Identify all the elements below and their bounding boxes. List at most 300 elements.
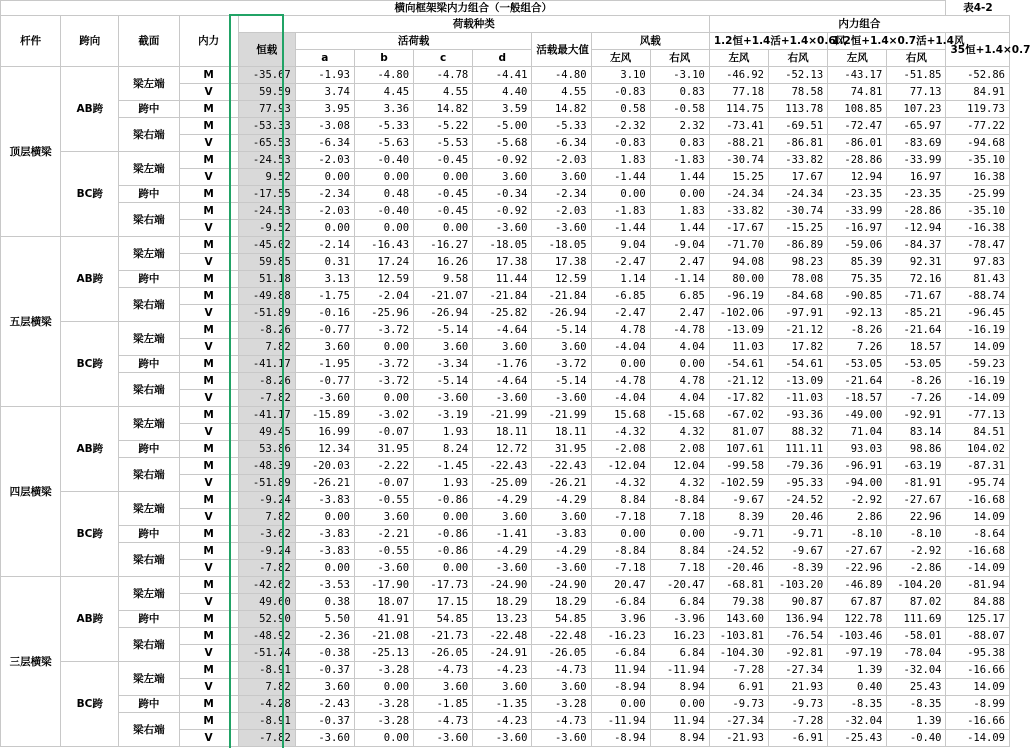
value-cell[interactable]: -18.05 [473,237,532,254]
value-cell[interactable]: -3.72 [354,322,413,339]
value-cell[interactable]: -7.28 [769,713,828,730]
value-cell[interactable]: 17.38 [473,254,532,271]
value-cell[interactable]: 7.82 [238,509,295,526]
force-cell[interactable]: V [179,305,238,322]
value-cell[interactable]: -16.38 [946,220,1010,237]
value-cell[interactable]: -1.83 [650,152,709,169]
value-cell[interactable]: -4.29 [532,492,591,509]
value-cell[interactable]: 125.17 [946,611,1010,628]
value-cell[interactable]: -24.34 [709,186,768,203]
value-cell[interactable]: 1.14 [591,271,650,288]
value-cell[interactable]: -6.34 [295,135,354,152]
value-cell[interactable]: -4.29 [532,543,591,560]
value-cell[interactable]: 8.84 [650,543,709,560]
value-cell[interactable]: -22.43 [473,458,532,475]
value-cell[interactable]: -0.07 [354,475,413,492]
value-cell[interactable]: -6.84 [591,594,650,611]
value-cell[interactable]: -0.86 [414,543,473,560]
value-cell[interactable]: 2.47 [650,305,709,322]
value-cell[interactable]: 136.94 [769,611,828,628]
value-cell[interactable]: -93.36 [769,407,828,424]
value-cell[interactable]: -17.73 [414,577,473,594]
value-cell[interactable]: -8.26 [238,322,295,339]
value-cell[interactable]: -94.68 [946,135,1010,152]
value-cell[interactable]: -21.84 [473,288,532,305]
value-cell[interactable]: -16.19 [946,373,1010,390]
value-cell[interactable]: -0.45 [414,186,473,203]
value-cell[interactable]: -30.74 [709,152,768,169]
value-cell[interactable]: 2.86 [828,509,887,526]
value-cell[interactable]: 3.36 [354,101,413,118]
value-cell[interactable]: -2.14 [295,237,354,254]
value-cell[interactable]: -102.06 [709,305,768,322]
value-cell[interactable]: -0.45 [414,203,473,220]
value-cell[interactable]: -2.34 [532,186,591,203]
value-cell[interactable]: -4.29 [473,492,532,509]
span-cell[interactable]: BC跨 [61,492,119,577]
value-cell[interactable]: -5.53 [414,135,473,152]
value-cell[interactable]: -5.14 [532,373,591,390]
value-cell[interactable]: 59.85 [238,254,295,271]
value-cell[interactable]: 31.95 [532,441,591,458]
value-cell[interactable]: -27.67 [828,543,887,560]
value-cell[interactable]: 98.86 [887,441,946,458]
value-cell[interactable]: -92.91 [887,407,946,424]
value-cell[interactable]: -21.93 [709,730,768,747]
value-cell[interactable]: -2.04 [354,288,413,305]
force-cell[interactable]: V [179,390,238,407]
value-cell[interactable]: 13.23 [473,611,532,628]
value-cell[interactable]: -83.69 [887,135,946,152]
value-cell[interactable]: -103.46 [828,628,887,645]
value-cell[interactable]: -21.12 [709,373,768,390]
value-cell[interactable]: 81.07 [709,424,768,441]
value-cell[interactable]: -24.52 [769,492,828,509]
value-cell[interactable]: -22.96 [828,560,887,577]
value-cell[interactable]: -3.60 [532,220,591,237]
value-cell[interactable]: 0.00 [354,679,413,696]
value-cell[interactable]: -54.61 [709,356,768,373]
value-cell[interactable]: 84.91 [946,84,1010,101]
section-cell[interactable]: 梁左端 [119,407,179,441]
span-cell[interactable]: AB跨 [61,67,119,152]
value-cell[interactable]: -0.45 [414,152,473,169]
value-cell[interactable]: -0.77 [295,373,354,390]
value-cell[interactable]: 0.00 [414,220,473,237]
section-cell[interactable]: 梁右端 [119,713,179,747]
value-cell[interactable]: -0.37 [295,713,354,730]
value-cell[interactable]: -25.82 [473,305,532,322]
value-cell[interactable]: -102.59 [709,475,768,492]
value-cell[interactable]: 78.58 [769,84,828,101]
value-cell[interactable]: -21.99 [532,407,591,424]
value-cell[interactable]: -92.13 [828,305,887,322]
force-cell[interactable]: V [179,84,238,101]
value-cell[interactable]: -86.81 [769,135,828,152]
value-cell[interactable]: -4.04 [591,390,650,407]
value-cell[interactable]: -1.44 [591,220,650,237]
value-cell[interactable]: -3.28 [532,696,591,713]
force-cell[interactable]: V [179,169,238,186]
value-cell[interactable]: -24.34 [769,186,828,203]
value-cell[interactable]: -13.09 [709,322,768,339]
value-cell[interactable]: 0.00 [414,560,473,577]
value-cell[interactable]: -96.45 [946,305,1010,322]
value-cell[interactable]: -2.43 [295,696,354,713]
value-cell[interactable]: -2.47 [591,254,650,271]
value-cell[interactable]: 122.78 [828,611,887,628]
force-cell[interactable]: M [179,186,238,203]
value-cell[interactable]: -49.00 [828,407,887,424]
value-cell[interactable]: -84.37 [887,237,946,254]
value-cell[interactable]: -5.14 [532,322,591,339]
value-cell[interactable]: 25.43 [887,679,946,696]
value-cell[interactable]: -97.19 [828,645,887,662]
force-cell[interactable]: V [179,560,238,577]
value-cell[interactable]: 111.69 [887,611,946,628]
value-cell[interactable]: -3.19 [414,407,473,424]
value-cell[interactable]: -11.03 [769,390,828,407]
value-cell[interactable]: 4.55 [532,84,591,101]
value-cell[interactable]: -2.36 [295,628,354,645]
value-cell[interactable]: -95.38 [946,645,1010,662]
value-cell[interactable]: 21.93 [769,679,828,696]
force-cell[interactable]: M [179,152,238,169]
value-cell[interactable]: 3.13 [295,271,354,288]
value-cell[interactable]: -0.86 [414,526,473,543]
value-cell[interactable]: 79.38 [709,594,768,611]
value-cell[interactable]: -4.73 [532,713,591,730]
value-cell[interactable]: -27.34 [769,662,828,679]
value-cell[interactable]: 0.58 [591,101,650,118]
value-cell[interactable]: -12.04 [591,458,650,475]
value-cell[interactable]: -92.81 [769,645,828,662]
value-cell[interactable]: -3.60 [414,730,473,747]
value-cell[interactable]: 80.00 [709,271,768,288]
value-cell[interactable]: -96.91 [828,458,887,475]
value-cell[interactable]: 83.14 [887,424,946,441]
value-cell[interactable]: 3.10 [591,67,650,84]
value-cell[interactable]: -2.86 [887,560,946,577]
value-cell[interactable]: -51.85 [887,67,946,84]
value-cell[interactable]: 119.73 [946,101,1010,118]
value-cell[interactable]: -35.67 [238,67,295,84]
value-cell[interactable]: -1.45 [414,458,473,475]
value-cell[interactable]: 18.29 [532,594,591,611]
value-cell[interactable]: 84.51 [946,424,1010,441]
value-cell[interactable]: -16.97 [828,220,887,237]
value-cell[interactable]: -72.47 [828,118,887,135]
value-cell[interactable]: 8.39 [709,509,768,526]
value-cell[interactable]: 0.00 [414,169,473,186]
value-cell[interactable]: -5.63 [354,135,413,152]
value-cell[interactable]: -21.84 [532,288,591,305]
value-cell[interactable]: -5.14 [414,322,473,339]
value-cell[interactable]: 0.00 [650,186,709,203]
section-cell[interactable]: 跨中 [119,441,179,458]
value-cell[interactable]: -3.60 [473,390,532,407]
value-cell[interactable]: 17.15 [414,594,473,611]
value-cell[interactable]: 31.95 [354,441,413,458]
value-cell[interactable]: -8.91 [238,713,295,730]
force-cell[interactable]: V [179,135,238,152]
value-cell[interactable]: -3.28 [354,662,413,679]
value-cell[interactable]: -18.57 [828,390,887,407]
value-cell[interactable]: -13.09 [769,373,828,390]
value-cell[interactable]: -21.12 [769,322,828,339]
value-cell[interactable]: 3.60 [414,339,473,356]
value-cell[interactable]: 2.08 [650,441,709,458]
section-cell[interactable]: 梁右端 [119,458,179,492]
value-cell[interactable]: 88.32 [769,424,828,441]
value-cell[interactable]: -3.60 [532,730,591,747]
value-cell[interactable]: 7.18 [650,560,709,577]
value-cell[interactable]: -4.04 [591,339,650,356]
value-cell[interactable]: 53.86 [238,441,295,458]
value-cell[interactable]: 18.29 [473,594,532,611]
value-cell[interactable]: -3.53 [295,577,354,594]
value-cell[interactable]: -78.47 [946,237,1010,254]
value-cell[interactable]: -4.32 [591,475,650,492]
value-cell[interactable]: -59.23 [946,356,1010,373]
value-cell[interactable]: 4.04 [650,390,709,407]
section-cell[interactable]: 梁左端 [119,152,179,186]
value-cell[interactable]: -35.10 [946,203,1010,220]
value-cell[interactable]: 0.40 [828,679,887,696]
value-cell[interactable]: -1.76 [473,356,532,373]
value-cell[interactable]: -3.72 [532,356,591,373]
value-cell[interactable]: -7.26 [887,390,946,407]
value-cell[interactable]: -33.99 [828,203,887,220]
value-cell[interactable]: -88.21 [709,135,768,152]
value-cell[interactable]: -3.83 [295,543,354,560]
value-cell[interactable]: -6.91 [769,730,828,747]
value-cell[interactable]: -0.77 [295,322,354,339]
value-cell[interactable]: 0.38 [295,594,354,611]
value-cell[interactable]: -3.02 [354,407,413,424]
value-cell[interactable]: 108.85 [828,101,887,118]
value-cell[interactable]: -3.28 [354,713,413,730]
value-cell[interactable]: -26.05 [414,645,473,662]
value-cell[interactable]: 1.39 [828,662,887,679]
force-cell[interactable]: V [179,645,238,662]
value-cell[interactable]: 107.61 [709,441,768,458]
value-cell[interactable]: -2.47 [591,305,650,322]
value-cell[interactable]: -8.39 [769,560,828,577]
value-cell[interactable]: -8.94 [591,679,650,696]
value-cell[interactable]: 59.59 [238,84,295,101]
value-cell[interactable]: 0.48 [354,186,413,203]
member-cell[interactable]: 三层横梁 [1,577,61,747]
value-cell[interactable]: 143.60 [709,611,768,628]
value-cell[interactable]: 0.00 [591,526,650,543]
value-cell[interactable]: 0.83 [650,84,709,101]
value-cell[interactable]: -3.60 [532,560,591,577]
value-cell[interactable]: -4.73 [532,662,591,679]
value-cell[interactable]: 0.00 [295,169,354,186]
value-cell[interactable]: -1.93 [295,67,354,84]
value-cell[interactable]: 104.02 [946,441,1010,458]
value-cell[interactable]: -21.07 [414,288,473,305]
value-cell[interactable]: -3.96 [650,611,709,628]
value-cell[interactable]: 8.84 [591,492,650,509]
value-cell[interactable]: 17.38 [532,254,591,271]
value-cell[interactable]: -14.09 [946,560,1010,577]
value-cell[interactable]: -58.01 [887,628,946,645]
value-cell[interactable]: -3.10 [650,67,709,84]
value-cell[interactable]: -25.43 [828,730,887,747]
value-cell[interactable]: -2.03 [295,203,354,220]
value-cell[interactable]: 12.34 [295,441,354,458]
value-cell[interactable]: 49.60 [238,594,295,611]
section-cell[interactable]: 梁左端 [119,67,179,101]
value-cell[interactable]: -0.83 [591,84,650,101]
value-cell[interactable]: 12.59 [354,271,413,288]
value-cell[interactable]: 14.09 [946,509,1010,526]
value-cell[interactable]: -2.21 [354,526,413,543]
force-cell[interactable]: M [179,577,238,594]
value-cell[interactable]: 1.39 [887,713,946,730]
value-cell[interactable]: -27.34 [709,713,768,730]
value-cell[interactable]: -0.07 [354,424,413,441]
force-cell[interactable]: V [179,424,238,441]
section-cell[interactable]: 梁右端 [119,203,179,237]
value-cell[interactable]: -24.53 [238,152,295,169]
value-cell[interactable]: 77.18 [709,84,768,101]
value-cell[interactable]: -16.68 [946,543,1010,560]
value-cell[interactable]: 0.00 [414,509,473,526]
force-cell[interactable]: M [179,203,238,220]
value-cell[interactable]: 12.72 [473,441,532,458]
value-cell[interactable]: 14.82 [414,101,473,118]
value-cell[interactable]: -3.60 [414,390,473,407]
value-cell[interactable]: 67.87 [828,594,887,611]
value-cell[interactable]: -16.19 [946,322,1010,339]
section-cell[interactable]: 跨中 [119,186,179,203]
force-cell[interactable]: M [179,118,238,135]
value-cell[interactable]: 0.00 [591,356,650,373]
value-cell[interactable]: -0.38 [295,645,354,662]
value-cell[interactable]: 4.40 [473,84,532,101]
value-cell[interactable]: 4.55 [414,84,473,101]
value-cell[interactable]: -88.07 [946,628,1010,645]
value-cell[interactable]: -18.05 [532,237,591,254]
value-cell[interactable]: 111.11 [769,441,828,458]
force-cell[interactable]: M [179,356,238,373]
force-cell[interactable]: V [179,254,238,271]
force-cell[interactable]: M [179,441,238,458]
value-cell[interactable]: 6.85 [650,288,709,305]
value-cell[interactable]: -86.89 [769,237,828,254]
value-cell[interactable]: 0.83 [650,135,709,152]
value-cell[interactable]: -2.92 [887,543,946,560]
value-cell[interactable]: -4.29 [473,543,532,560]
section-cell[interactable]: 梁右端 [119,628,179,662]
force-cell[interactable]: V [179,594,238,611]
value-cell[interactable]: -46.89 [828,577,887,594]
value-cell[interactable]: -8.26 [887,373,946,390]
value-cell[interactable]: -16.66 [946,662,1010,679]
value-cell[interactable]: -16.43 [354,237,413,254]
value-cell[interactable]: -24.91 [473,645,532,662]
force-cell[interactable]: M [179,543,238,560]
value-cell[interactable]: -7.82 [238,730,295,747]
value-cell[interactable]: -33.82 [769,152,828,169]
value-cell[interactable]: 11.94 [591,662,650,679]
value-cell[interactable]: 14.09 [946,679,1010,696]
section-cell[interactable]: 梁右端 [119,543,179,577]
value-cell[interactable]: 77.13 [887,84,946,101]
value-cell[interactable]: -1.85 [414,696,473,713]
value-cell[interactable]: 20.46 [769,509,828,526]
value-cell[interactable]: -81.91 [887,475,946,492]
value-cell[interactable]: 107.23 [887,101,946,118]
value-cell[interactable]: -7.28 [709,662,768,679]
value-cell[interactable]: -22.43 [532,458,591,475]
value-cell[interactable]: -4.23 [473,713,532,730]
force-cell[interactable]: M [179,611,238,628]
value-cell[interactable]: 8.94 [650,730,709,747]
section-cell[interactable]: 跨中 [119,611,179,628]
force-cell[interactable]: V [179,475,238,492]
value-cell[interactable]: -53.05 [828,356,887,373]
value-cell[interactable]: 2.47 [650,254,709,271]
value-cell[interactable]: -2.32 [591,118,650,135]
section-cell[interactable]: 梁右端 [119,288,179,322]
value-cell[interactable]: -26.94 [532,305,591,322]
value-cell[interactable]: -3.83 [532,526,591,543]
value-cell[interactable]: 3.60 [532,509,591,526]
member-cell[interactable]: 五层横梁 [1,237,61,407]
value-cell[interactable]: -9.67 [709,492,768,509]
value-cell[interactable]: -84.68 [769,288,828,305]
value-cell[interactable]: -59.06 [828,237,887,254]
value-cell[interactable]: 6.84 [650,645,709,662]
value-cell[interactable]: 3.60 [473,339,532,356]
value-cell[interactable]: 0.00 [354,220,413,237]
value-cell[interactable]: 18.57 [887,339,946,356]
value-cell[interactable]: 54.85 [414,611,473,628]
value-cell[interactable]: -14.09 [946,730,1010,747]
value-cell[interactable]: 5.50 [295,611,354,628]
value-cell[interactable]: 81.43 [946,271,1010,288]
value-cell[interactable]: -8.10 [828,526,887,543]
value-cell[interactable]: -3.28 [354,696,413,713]
value-cell[interactable]: -69.51 [769,118,828,135]
span-cell[interactable]: AB跨 [61,237,119,322]
span-cell[interactable]: BC跨 [61,152,119,237]
value-cell[interactable]: -4.23 [473,662,532,679]
value-cell[interactable]: 87.02 [887,594,946,611]
value-cell[interactable]: -0.83 [591,135,650,152]
value-cell[interactable]: 0.00 [354,169,413,186]
value-cell[interactable]: -1.95 [295,356,354,373]
value-cell[interactable]: -5.22 [414,118,473,135]
value-cell[interactable]: -73.41 [709,118,768,135]
force-cell[interactable]: M [179,373,238,390]
value-cell[interactable]: 90.87 [769,594,828,611]
value-cell[interactable]: 3.60 [473,509,532,526]
value-cell[interactable]: -4.64 [473,322,532,339]
value-cell[interactable]: -79.36 [769,458,828,475]
value-cell[interactable]: -3.60 [473,220,532,237]
value-cell[interactable]: -32.04 [828,713,887,730]
value-cell[interactable]: -103.20 [769,577,828,594]
value-cell[interactable]: -15.89 [295,407,354,424]
value-cell[interactable]: -2.03 [295,152,354,169]
value-cell[interactable]: -71.67 [887,288,946,305]
value-cell[interactable]: 11.03 [709,339,768,356]
